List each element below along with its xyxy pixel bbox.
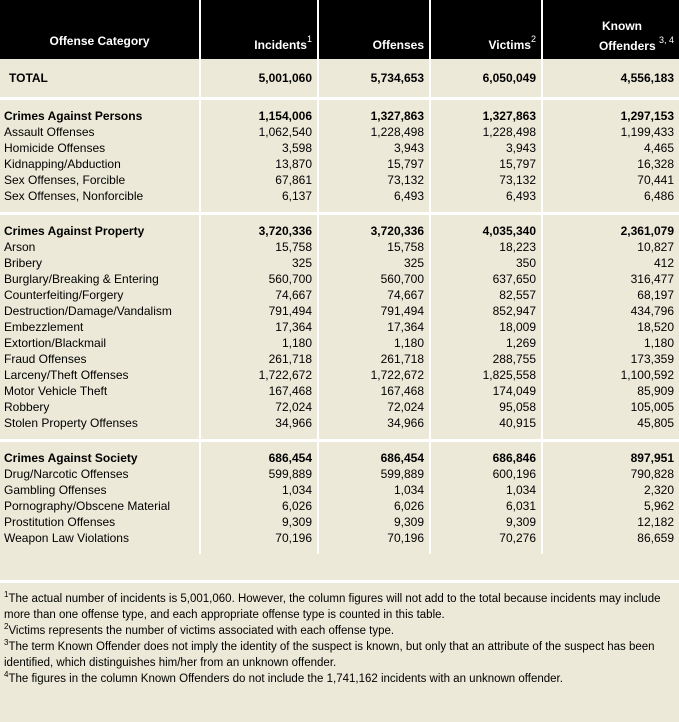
- table-row: [0, 172, 679, 188]
- spacer-cell: [200, 431, 318, 439]
- cell-incidents: 13,870: [200, 156, 318, 172]
- cell-incidents: 599,889: [200, 466, 318, 482]
- row-label: Embezzlement: [0, 319, 200, 335]
- cell-offenders: 1,297,153: [542, 108, 679, 124]
- cell-incidents: 6,026: [200, 498, 318, 514]
- cell-incidents: 3,598: [200, 140, 318, 156]
- cell-victims: 18,009: [430, 319, 542, 335]
- table-row: [0, 498, 679, 514]
- cell-incidents: 560,700: [200, 271, 318, 287]
- cell-offenses: 9,309: [318, 514, 430, 530]
- spacer-cell: [0, 204, 200, 212]
- cell-offenses: 73,132: [318, 172, 430, 188]
- footnote-text: The figures in the column Known Offenders do not include the 1,741,162 incidents with an unknown offender.: [8, 673, 563, 685]
- cell-offenses: 167,468: [318, 383, 430, 399]
- header-label: Offense Category: [49, 34, 150, 48]
- cell-victims: 95,058: [430, 399, 542, 415]
- spacer-cell: [318, 442, 430, 450]
- row-label: Extortion/Blackmail: [0, 335, 200, 351]
- cell-offenders: 173,359: [542, 351, 679, 367]
- footnote: [4, 639, 675, 671]
- cell-offenders: 86,659: [542, 530, 679, 546]
- footnote: [4, 591, 675, 623]
- spacer-cell: [430, 215, 542, 223]
- section-heading-row: [0, 223, 679, 239]
- cell-incidents: 1,154,006: [200, 108, 318, 124]
- cell-incidents: 1,034: [200, 482, 318, 498]
- cell-offenses: 1,722,672: [318, 367, 430, 383]
- cell-offenses: 15,797: [318, 156, 430, 172]
- row-label: Crimes Against Property: [0, 223, 200, 239]
- footnote-number: 4: [4, 670, 9, 679]
- row-label: Weapon Law Violations: [0, 530, 200, 546]
- table-row: [0, 351, 679, 367]
- cell-victims: 288,755: [430, 351, 542, 367]
- table-row: [0, 335, 679, 351]
- header-label: Victims: [488, 38, 531, 52]
- cell-offenses: 6,493: [318, 188, 430, 204]
- cell-offenders: 1,100,592: [542, 367, 679, 383]
- cell-incidents: 67,861: [200, 172, 318, 188]
- cell-victims: 4,035,340: [430, 223, 542, 239]
- cell-offenders: 4,465: [542, 140, 679, 156]
- cell-offenses: 15,758: [318, 239, 430, 255]
- cell-offenses: 560,700: [318, 271, 430, 287]
- spacer-cell: [430, 442, 542, 450]
- header-offenses: [318, 0, 430, 59]
- cell-incidents: 3,720,336: [200, 223, 318, 239]
- cell-offenses: 791,494: [318, 303, 430, 319]
- cell-offenses: 1,180: [318, 335, 430, 351]
- cell-incidents: 1,722,672: [200, 367, 318, 383]
- spacer-cell: [542, 431, 679, 439]
- spacer-cell: [318, 215, 430, 223]
- spacer-cell: [200, 204, 318, 212]
- table-row: [0, 530, 679, 546]
- footnote-ref: 1: [306, 34, 312, 44]
- cell-incidents: 167,468: [200, 383, 318, 399]
- row-label: Robbery: [0, 399, 200, 415]
- spacer-cell: [430, 100, 542, 108]
- row-label: Arson: [0, 239, 200, 255]
- cell-incidents: 1,062,540: [200, 124, 318, 140]
- footnote-number: 2: [4, 622, 9, 631]
- table-row: [0, 399, 679, 415]
- cell-offenses: 5,734,653: [318, 59, 430, 97]
- cell-offenses: 261,718: [318, 351, 430, 367]
- total-row: [0, 59, 679, 97]
- cell-offenses: 72,024: [318, 399, 430, 415]
- row-label: Bribery: [0, 255, 200, 271]
- cell-victims: 9,309: [430, 514, 542, 530]
- cell-offenders: 6,486: [542, 188, 679, 204]
- row-label: Prostitution Offenses: [0, 514, 200, 530]
- cell-offenders: 105,005: [542, 399, 679, 415]
- cell-incidents: 34,966: [200, 415, 318, 431]
- cell-victims: 852,947: [430, 303, 542, 319]
- row-label: Sex Offenses, Nonforcible: [0, 188, 200, 204]
- cell-offenses: 599,889: [318, 466, 430, 482]
- table-row: [0, 239, 679, 255]
- cell-victims: 73,132: [430, 172, 542, 188]
- spacer-cell: [0, 431, 200, 439]
- cell-offenders: 70,441: [542, 172, 679, 188]
- cell-offenders: 897,951: [542, 450, 679, 466]
- spacer-cell: [0, 100, 200, 108]
- table-header-row: [0, 0, 679, 59]
- spacer-cell: [430, 546, 542, 554]
- cell-incidents: 791,494: [200, 303, 318, 319]
- cell-offenses: 1,327,863: [318, 108, 430, 124]
- cell-incidents: 17,364: [200, 319, 318, 335]
- table-row: [0, 466, 679, 482]
- cell-incidents: 9,309: [200, 514, 318, 530]
- cell-victims: 6,031: [430, 498, 542, 514]
- row-label: Motor Vehicle Theft: [0, 383, 200, 399]
- spacer-cell: [542, 204, 679, 212]
- table-row: [0, 319, 679, 335]
- header-label: Known: [602, 19, 642, 33]
- cell-incidents: 74,667: [200, 287, 318, 303]
- spacer-cell: [200, 100, 318, 108]
- row-label: Crimes Against Society: [0, 450, 200, 466]
- cell-incidents: 1,180: [200, 335, 318, 351]
- row-label: Assault Offenses: [0, 124, 200, 140]
- header-victims: [430, 0, 542, 59]
- table-row: [0, 383, 679, 399]
- row-label: Pornography/Obscene Material: [0, 498, 200, 514]
- cell-victims: 1,269: [430, 335, 542, 351]
- footnote-ref: 2: [530, 34, 536, 44]
- section-heading-row: [0, 450, 679, 466]
- cell-offenders: 45,805: [542, 415, 679, 431]
- table-row: [0, 271, 679, 287]
- spacer-cell: [0, 215, 200, 223]
- section-gap: [0, 204, 679, 212]
- header-incidents: [200, 0, 318, 59]
- row-label: Homicide Offenses: [0, 140, 200, 156]
- spacer-cell: [0, 442, 200, 450]
- table-row: [0, 255, 679, 271]
- section-heading-row: [0, 108, 679, 124]
- header-known-offenders: [542, 0, 679, 59]
- section-gap: [0, 442, 679, 450]
- cell-incidents: 6,137: [200, 188, 318, 204]
- cell-offenses: 6,026: [318, 498, 430, 514]
- cell-victims: 174,049: [430, 383, 542, 399]
- cell-offenses: 74,667: [318, 287, 430, 303]
- row-label: Larceny/Theft Offenses: [0, 367, 200, 383]
- cell-offenders: 2,361,079: [542, 223, 679, 239]
- cell-incidents: 686,454: [200, 450, 318, 466]
- cell-victims: 686,846: [430, 450, 542, 466]
- cell-offenses: 70,196: [318, 530, 430, 546]
- spacer-cell: [200, 215, 318, 223]
- cell-victims: 1,228,498: [430, 124, 542, 140]
- row-label: Sex Offenses, Forcible: [0, 172, 200, 188]
- table-row: [0, 156, 679, 172]
- table-row: [0, 140, 679, 156]
- cell-victims: 637,650: [430, 271, 542, 287]
- header-label: Offenses: [372, 38, 424, 52]
- footnotes: [0, 580, 679, 687]
- spacer-cell: [318, 546, 430, 554]
- cell-offenses: 3,943: [318, 140, 430, 156]
- cell-offenses: 325: [318, 255, 430, 271]
- cell-offenders: 434,796: [542, 303, 679, 319]
- cell-victims: 15,797: [430, 156, 542, 172]
- spacer-cell: [318, 204, 430, 212]
- cell-offenses: 3,720,336: [318, 223, 430, 239]
- footnote: [4, 623, 675, 639]
- spacer-cell: [542, 215, 679, 223]
- row-label: Gambling Offenses: [0, 482, 200, 498]
- cell-offenders: 5,962: [542, 498, 679, 514]
- cell-offenders: 4,556,183: [542, 59, 679, 97]
- spacer-cell: [0, 546, 200, 554]
- row-label: Drug/Narcotic Offenses: [0, 466, 200, 482]
- table-row: [0, 188, 679, 204]
- cell-victims: 6,493: [430, 188, 542, 204]
- table-row: [0, 514, 679, 530]
- footnote-ref: 3, 4: [658, 35, 674, 45]
- row-label: Crimes Against Persons: [0, 108, 200, 124]
- cell-offenders: 16,328: [542, 156, 679, 172]
- cell-offenses: 17,364: [318, 319, 430, 335]
- footnote-text: Victims represents the number of victims associated with each offense type.: [8, 625, 395, 637]
- header-label: Offenders: [598, 39, 656, 53]
- row-label: Counterfeiting/Forgery: [0, 287, 200, 303]
- table-row: [0, 303, 679, 319]
- footnote-text: The actual number of incidents is 5,001,060. However, the column figures will not add to the total because incidents may include more than one offense type, and each appropriate offense type is counted in this table.: [4, 593, 661, 621]
- spacer-cell: [318, 431, 430, 439]
- section-gap: [0, 546, 679, 554]
- spacer-cell: [318, 100, 430, 108]
- spacer-cell: [430, 431, 542, 439]
- footnote-number: 3: [4, 638, 9, 647]
- footnote-text: The term Known Offender does not imply the identity of the suspect is known, but only that an attribute of the suspect has been identified, which distinguishes him/her from an unknown offender.: [4, 641, 655, 669]
- cell-incidents: 5,001,060: [200, 59, 318, 97]
- cell-victims: 40,915: [430, 415, 542, 431]
- cell-victims: 6,050,049: [430, 59, 542, 97]
- cell-offenders: 10,827: [542, 239, 679, 255]
- cell-offenses: 1,034: [318, 482, 430, 498]
- cell-offenders: 2,320: [542, 482, 679, 498]
- table-row: [0, 124, 679, 140]
- row-label: Burglary/Breaking & Entering: [0, 271, 200, 287]
- table-row: [0, 415, 679, 431]
- cell-victims: 600,196: [430, 466, 542, 482]
- row-label: Stolen Property Offenses: [0, 415, 200, 431]
- spacer-cell: [200, 546, 318, 554]
- row-label: Fraud Offenses: [0, 351, 200, 367]
- row-label: TOTAL: [0, 59, 200, 97]
- cell-offenders: 18,520: [542, 319, 679, 335]
- cell-incidents: 72,024: [200, 399, 318, 415]
- cell-offenders: 316,477: [542, 271, 679, 287]
- cell-offenders: 12,182: [542, 514, 679, 530]
- cell-victims: 1,034: [430, 482, 542, 498]
- section-gap: [0, 215, 679, 223]
- section-gap: [0, 100, 679, 108]
- cell-offenders: 68,197: [542, 287, 679, 303]
- spacer-cell: [542, 442, 679, 450]
- cell-incidents: 15,758: [200, 239, 318, 255]
- cell-victims: 70,276: [430, 530, 542, 546]
- cell-victims: 18,223: [430, 239, 542, 255]
- cell-victims: 1,825,558: [430, 367, 542, 383]
- cell-victims: 82,557: [430, 287, 542, 303]
- cell-incidents: 325: [200, 255, 318, 271]
- spacer-cell: [430, 204, 542, 212]
- cell-offenders: 1,180: [542, 335, 679, 351]
- table-row: [0, 287, 679, 303]
- cell-incidents: 261,718: [200, 351, 318, 367]
- footnote: [4, 671, 675, 687]
- cell-victims: 1,327,863: [430, 108, 542, 124]
- cell-incidents: 70,196: [200, 530, 318, 546]
- table-row: [0, 482, 679, 498]
- spacer-cell: [542, 100, 679, 108]
- cell-offenses: 1,228,498: [318, 124, 430, 140]
- cell-offenders: 1,199,433: [542, 124, 679, 140]
- spacer-cell: [200, 442, 318, 450]
- row-label: Destruction/Damage/Vandalism: [0, 303, 200, 319]
- cell-offenses: 34,966: [318, 415, 430, 431]
- cell-offenders: 412: [542, 255, 679, 271]
- cell-offenses: 686,454: [318, 450, 430, 466]
- cell-victims: 350: [430, 255, 542, 271]
- cell-victims: 3,943: [430, 140, 542, 156]
- spacer-cell: [542, 546, 679, 554]
- header-label: Incidents: [254, 38, 307, 52]
- cell-offenders: 790,828: [542, 466, 679, 482]
- header-offense-category: [0, 0, 200, 59]
- table-row: [0, 367, 679, 383]
- row-label: Kidnapping/Abduction: [0, 156, 200, 172]
- section-gap: [0, 431, 679, 439]
- cell-offenders: 85,909: [542, 383, 679, 399]
- footnote-number: 1: [4, 590, 9, 599]
